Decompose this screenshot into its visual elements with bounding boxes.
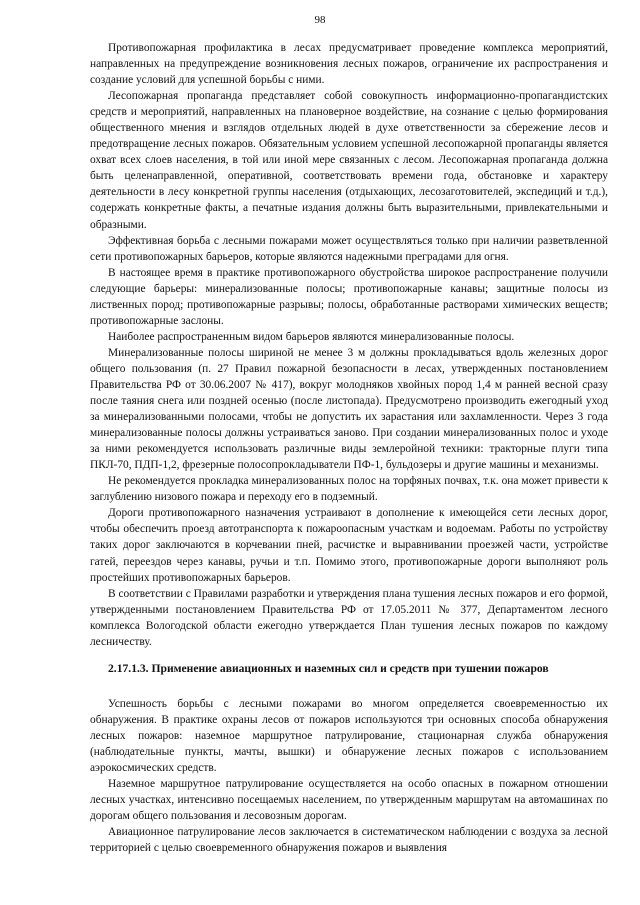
- paragraph-fire-plan: В соответствии с Правилами разработки и утверждения плана тушения лесных пожаров и его формой, утвержденными постановлением Правительства РФ от 17.05.2011 № 377, Департаментом лесного комплекса Вологодской области ежегодно утверждается План тушения лесных пожаров по каждому лесничеству.: [90, 587, 608, 648]
- paragraph-mineralized-strips-rules: Минерализованные полосы шириной не менее 3 м должны прокладываться вдоль железных дорог общего пользования (п. 27 Правил пожарной безопасности в лесах, утвержденных постановлением Правительства РФ от 30.06.2007 № 417), вокруг молодняков хвойных пород 1,4 м ранней весной сразу после таяния снега или поздней осенью (после листопада). Предусмотрено производить ежегодный уход за минерализованными полосами, чтобы не допустить их зарастания или захламленности. Через 3 года минерализованные полосы должны устраиваться заново. При создании минерализованных полос и уходе за ними рекомендуется использовать различные виды землеройной техники: тракторные плуги типа ПКЛ-70, ПДП-1,2, фрезерные полосопрокладыватели ПФ-1, бульдозеры и другие машины и механизмы.: [90, 346, 608, 472]
- paragraph-peat-soils: Не рекомендуется прокладка минерализованных полос на торфяных почвах, т.к. она может привести к заглублению низового пожара и переходу его в подземный.: [90, 475, 608, 504]
- paragraph-barrier-types: В настоящее время в практике противопожарного обустройства широкое распространение получили следующие барьеры: минерализованные полосы; противопожарные канавы; защитные полосы из лиственных пород; противопожарные разрывы; полосы, обработанные растворами химических веществ; противопожарные заслоны.: [90, 266, 608, 327]
- paragraph-fire-roads: Дороги противопожарного назначения устраивают в дополнение к имеющейся сети лесных дорог, чтобы обеспечить проезд автотранспорта к пожароопасным участкам и водоемам. Работы по устройству таких дорог заключаются в корчевании пней, расчистке и выравнивании проезжей части, устройстве гатей, переездов через канавы, ручьи и т.п. Помимо этого, противопожарные дороги выполняют роль простейших противопожарных барьеров.: [90, 507, 608, 584]
- page-number: 98: [314, 14, 326, 26]
- paragraph-fire-detection: Успешность борьбы с лесными пожарами во многом определяется своевременностью их обнаружения. В практике охраны лесов от пожаров используются три основных способа обнаружения лесных пожаров: наземное маршрутное патрулирование, стационарная служба обнаружения (наблюдательные пункты, мачты, вышки) и обнаружение лесных пожаров с использованием аэрокосмических средств.: [90, 697, 608, 774]
- paragraph-fire-propaganda: Лесопожарная пропаганда представляет собой совокупность информационно-пропагандистских средств и мероприятий, направленных на плановерное воздействие, на сознание с целью формирования общественного мнения и взглядов отдельных людей в духе ответственности за сбережение лесов и предотвращение лесных пожаров. Обязательным условием успешной лесопожарной пропаганды является охват всех слоев населения, в той или иной мере связанных с лесом. Лесопожарная пропаганда должна быть целенаправленной, оперативной, соответствовать времени года, обстановке и характеру деятельности в лесу конкретной группы населения (отдыхающих, лесозаготовителей, экспедиций и т.д.), содержать конкретные факты, а печатные издания должны быть выразительными, привлекательными и образными.: [90, 90, 608, 231]
- paragraph-mineralized-strips-common: Наиболее распространенным видом барьеров являются минерализованные полосы.: [108, 330, 515, 343]
- paragraph-ground-patrol: Наземное маршрутное патрулирование осуществляется на особо опасных в пожарном отношении лесных участках, интенсивно посещаемых населением, по утвержденным маршрутам на автомашинах по дорогам общего пользования и лесовозным дорогам.: [90, 778, 608, 823]
- paragraph-fire-barriers: Эффективная борьба с лесными пожарами может осуществляться только при наличии разветвленной сети противопожарных барьеров, которые являются надежными преградами для огня.: [90, 234, 608, 263]
- paragraph-aerial-patrol: Авиационное патрулирование лесов заключается в систематическом наблюдении с воздуха за лесной территорией с целью своевременного обнаружения пожаров и выявления: [90, 826, 608, 855]
- page-body: [90, 40, 608, 856]
- section-heading: 2.17.1.3. Применение авиационных и наземных сил и средств при тушении пожаров: [108, 661, 549, 675]
- paragraph-fire-prevention: Противопожарная профилактика в лесах предусматривает проведение комплекса мероприятий, направленных на предупреждение возникновения лесных пожаров, ограничение их распространения и создание условий для успешной борьбы с ними.: [90, 42, 608, 87]
